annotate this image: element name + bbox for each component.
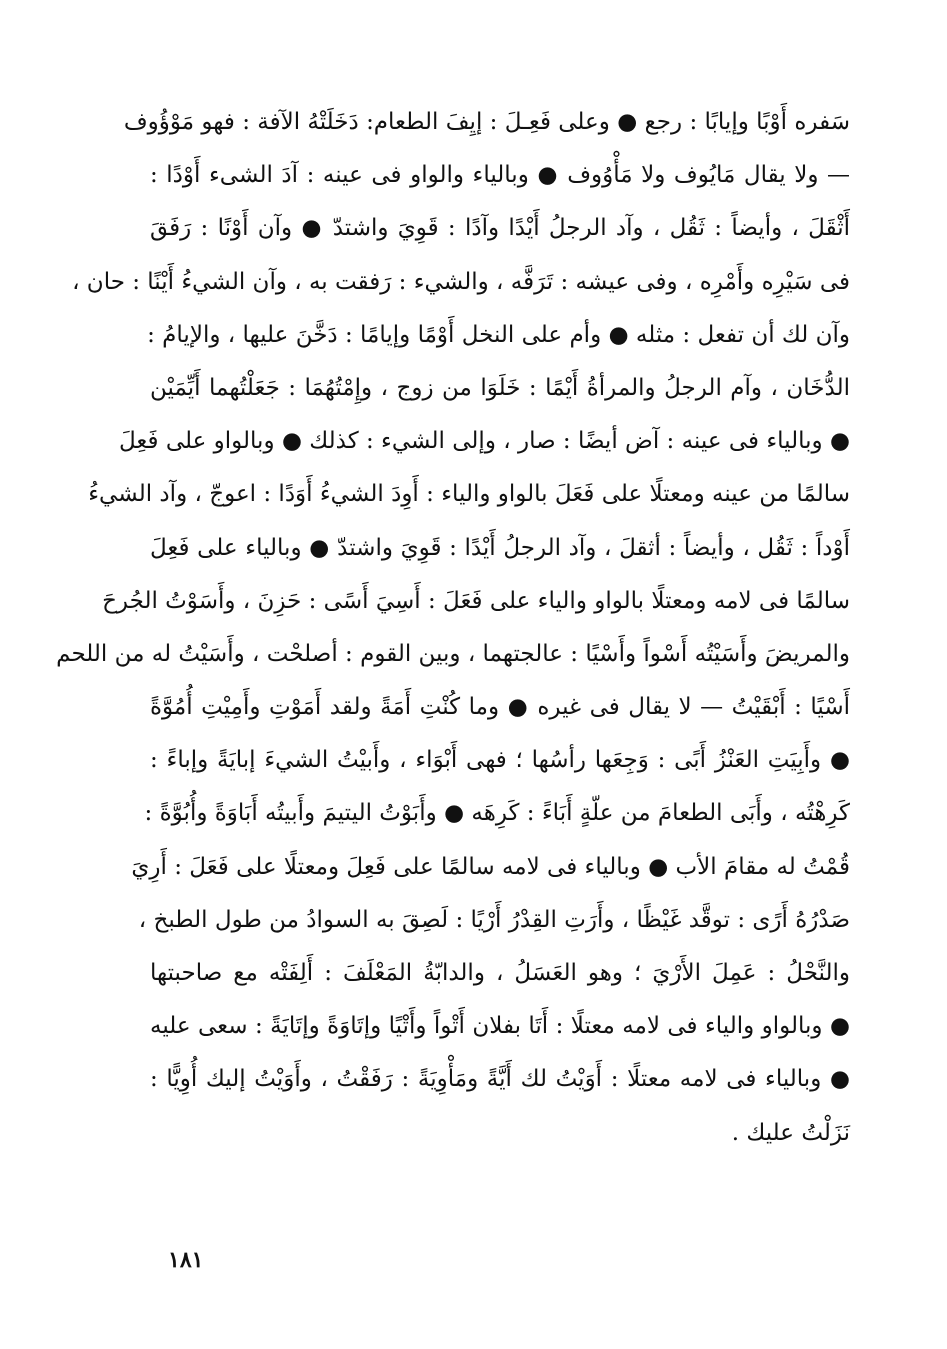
text-line: قُمْتُ له مقامَ الأب ● وبالياء فى لامه سالمًا على فَعِلَ ومعتلًا على فَعَلَ : أَرِيَ — [131, 853, 850, 880]
text-line: كَرِهْتُه ، وأَبَى الطعامَ من علّةٍ أَبَاءً : كَرِهَه ● وأَبَوْتُ اليتيمَ وأَبيتُه أَبَاوَةً وأُبُوَّةً : — [144, 800, 850, 827]
text-line: سَفره أَوْبًا وإيابًا : رجع ● وعلى فَعِـلَ : إيِفَ الطعام: دَخَلَتْهُ الآفة : فهو مَوْؤُوف — [123, 109, 850, 135]
body-text — [56, 96, 851, 1160]
text-line: أَسْيًا : أَبْقَيْتُ — لا يقال فى غيره ● وما كُنْتِ أَمَةً ولقد أَمَوْتِ وأَمِيْتِ أُمُوَّةً — [150, 694, 850, 721]
text-line: صَدْرُهُ أَرًى : توقَّد غَيْظًا ، وأَرَتِ القِدْرُ أَرْيًا : لَصِقَ به السوادُ من طول الطبخ ، — [138, 906, 850, 933]
text-line: أَثْقَلَ ، وأيضاً : ثَقُل ، وآد الرجلُ أَيْدًا وآدًا : قَوِيَ واشتدّ ● وآن أَوْنًا : رَفَقَ — [150, 215, 850, 242]
text-line: سالمًا فى لامه ومعتلًا بالواو والياء على فَعَلَ : أَسِيَ أَسًى : حَزِنَ ، وأَسَوْتُ الجُرحَ — [102, 587, 850, 614]
text-line: فى سَيْرِه وأَمْرِه ، وفى عيشه : تَرَفَّه ، والشيء : رَفقت به ، وآن الشيءُ أَيْنًا : حان ، — [72, 268, 850, 295]
text-line: أَوْداً : ثَقُل ، وأيضاً : أثقلَ ، وآد الرجلُ أَيْدًا : قَوِيَ واشتدّ ● وبالياء على فَعِلَ — [150, 534, 850, 561]
text-line: والمريضَ وأَسَيْتُه أَسْواً وأَسْيًا : عالجتهما ، وبين القوم : أصلحْت ، وأَسَيْتُ له من اللحم — [56, 640, 850, 667]
text-line: ● وبالواو والياء فى لامه معتلًا : أَتَا بفلان أَتْواً وأَتْيًا وإتَاوَةً وإتَايَةً : سعى عليه — [150, 1013, 851, 1040]
text-line: ● وأَبِيَتِ العَنْزُ أَبًى : وَجِعَها رأسُها ؛ فهى أَبْوَاء ، وأَبيْتُ الشيءَ إبايَةً وإباءً : — [150, 747, 850, 774]
text-line: ● وبالياء فى لامه معتلًا : أَوَيْتُ لك أَيَّةً ومَأْوِيَةً : رَفَقْتُ ، وأَوَيْتُ إليك أُوِيًّا : — [150, 1066, 850, 1093]
text-line: — ولا يقال مَايُوف ولا مَأْوُوف ● وبالياء والواو فى عينه : آدَ الشىء أَوْدًا : — [150, 162, 850, 189]
text-line: الدُّخَان ، وآم الرجلُ والمرأةُ أَيْمًا : خَلَوَا من زوج ، وإِمْتُهُمَا : جَعَلْتُهما أَيِّمَيْن — [150, 374, 850, 401]
text-line: نَزَلْتُ عليك . — [731, 1119, 850, 1146]
page-number: ١٨١ — [168, 1247, 204, 1273]
text-line: والنَّحْلُ : عَمِلَ الأَرْيَ ؛ وهو العَسَلُ ، والدابّةُ المَعْلَفَ : أَلِفَتْه مع صاحبتها — [150, 960, 850, 986]
text-line: ● وبالياء فى عينه : آض أيضًا : صار ، وإلى الشيء : كذلك ● وبالواو على فَعِلَ — [119, 428, 850, 455]
text-line: سالمًا من عينه ومعتلًا على فَعَلَ بالواو والياء : أَوِدَ الشيءُ أَوَدًا : اعوجّ ، وآد الشيءُ — [88, 481, 850, 508]
text-line: وآن لك أن تفعل : مثله ● وأم على النخل أَوْمًا وإيامًا : دَخَّنَ عليها ، والإيامُ : — [147, 321, 850, 348]
